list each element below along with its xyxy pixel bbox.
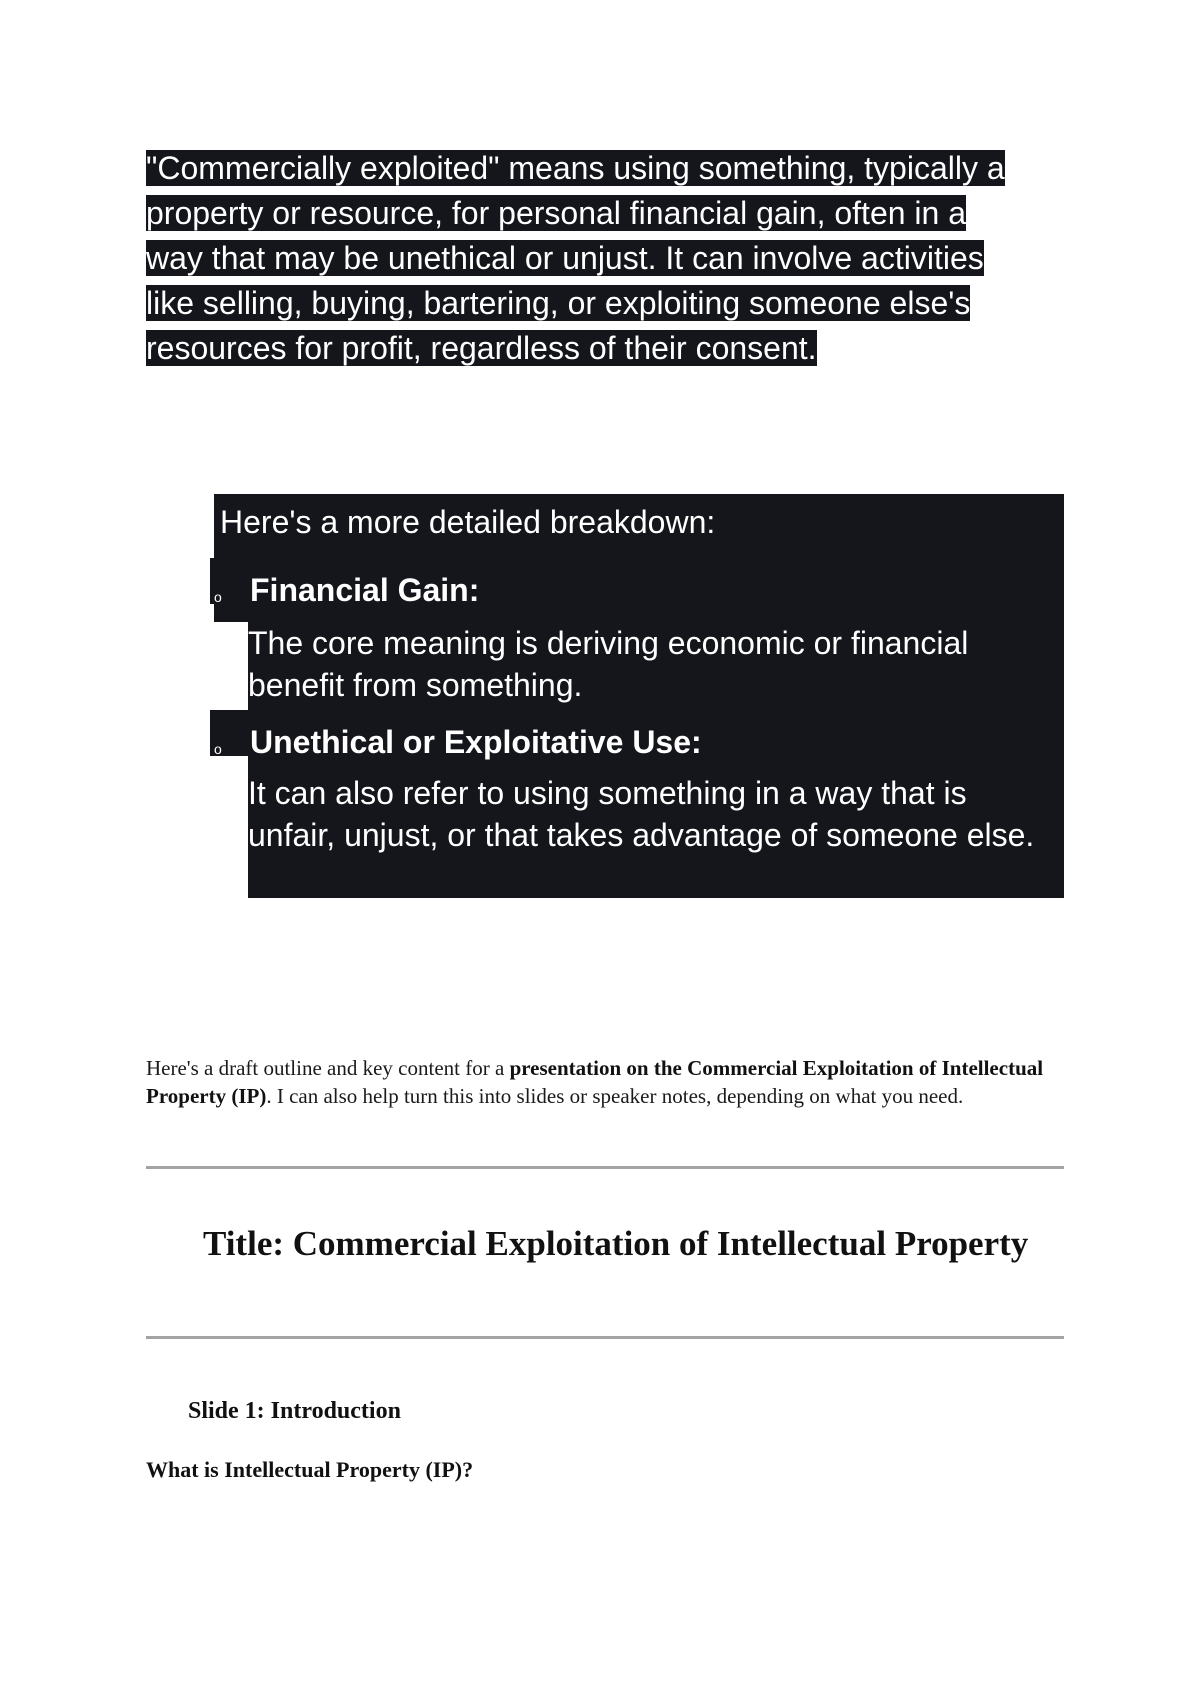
breakdown-block [214, 494, 1064, 898]
outline-lead-text: Here's a draft outline and key content for a [146, 1056, 510, 1080]
breakdown-item-title: Unethical or Exploitative Use: [250, 724, 702, 760]
bullet-circle-icon: o [214, 741, 222, 757]
breakdown-item-text: The core meaning is deriving economic or financial benefit from something. [248, 625, 969, 703]
outline-tail-text: . I can also help turn this into slides or speaker notes, depending on what you need. [266, 1084, 964, 1108]
intro-highlighted-text: "Commercially exploited" means using something, typically a property or resource, for personal financial gain, often in a way that may be unethical or unjust. It can involve activities like selling, buying, bartering, or exploiting someone else's resources for profit, regardless of their consent. [146, 150, 1005, 366]
outline-intro-paragraph [146, 1054, 1066, 1110]
page-title: Title: Commercial Exploitation of Intellectual Property [203, 1224, 1029, 1263]
breakdown-item-title: Financial Gain: [250, 572, 480, 608]
bullet-circle-icon: o [214, 589, 222, 605]
slide-1-question: What is Intellectual Property (IP)? [146, 1457, 474, 1482]
breakdown-item-text: It can also refer to using something in a way that is unfair, unjust, or that takes advantage of someone else. [248, 775, 1035, 853]
intro-paragraph [146, 146, 1026, 371]
slide-1-heading: Slide 1: Introduction [188, 1398, 401, 1424]
horizontal-rule [146, 1166, 1064, 1169]
horizontal-rule [146, 1336, 1064, 1339]
outline-bold-text: presentation on the Commercial Exploitation of Intellectual Property (IP) [146, 1056, 1044, 1108]
breakdown-intro: Here's a more detailed breakdown: [220, 504, 716, 540]
